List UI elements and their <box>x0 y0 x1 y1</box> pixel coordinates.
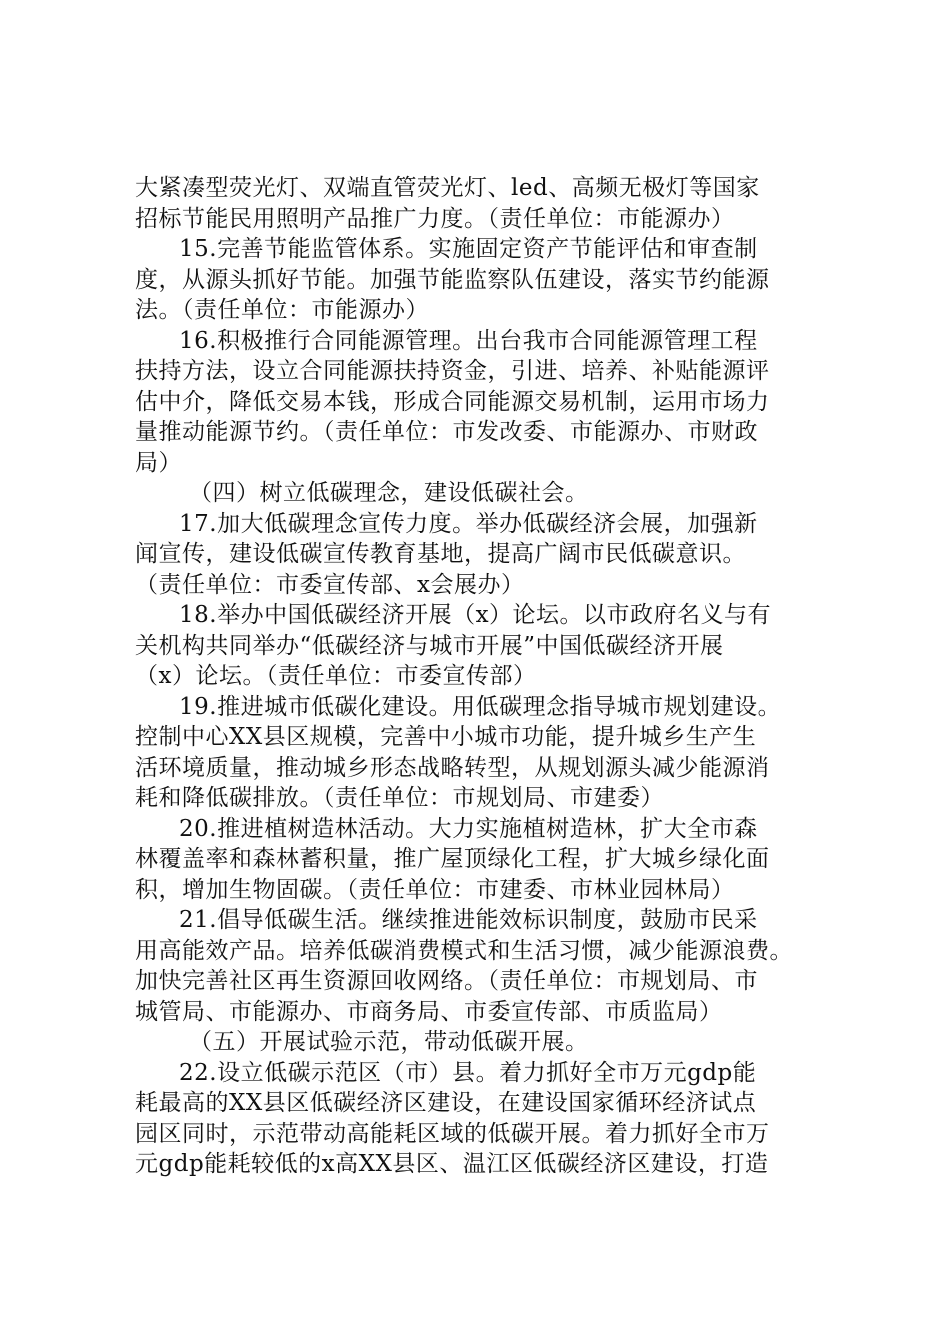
document-line: 招标节能民用照明产品推广力度。（责任单位：市能源办） <box>135 205 735 232</box>
document-line: 耗和降低碳排放。（责任单位：市规划局、市建委） <box>135 785 664 811</box>
document-line: 度，从源头抓好节能。加强节能监察队伍建设，落实节约能源 <box>135 266 770 293</box>
document-line: 21.倡导低碳生活。继续推进能效标识制度，鼓励市民采 <box>179 907 758 933</box>
document-line: 关机构共同举办“低碳经济与城市开展”中国低碳经济开展 <box>135 632 724 659</box>
document-line: （责任单位：市委宣传部、x会展办） <box>135 571 525 598</box>
document-line: 法。（责任单位：市能源办） <box>135 297 429 323</box>
document-line: 园区同时，示范带动高能耗区域的低碳开展。着力抓好全市万 <box>135 1120 770 1147</box>
document-line: 用高能效产品。培养低碳消费模式和生活习惯，减少能源浪费。 <box>135 937 793 964</box>
document-line: 加快完善社区再生资源回收网络。（责任单位：市规划局、市 <box>135 968 758 994</box>
document-line: 估中介，降低交易本钱，形成合同能源交易机制，运用市场力 <box>135 388 770 415</box>
document-line: 元gdp能耗较低的x高XX县区、温江区低碳经济区建设，打造 <box>135 1151 769 1177</box>
document-line: 城管局、市能源办、市商务局、市委宣传部、市质监局） <box>135 998 723 1025</box>
document-line: 闻宣传，建设低碳宣传教育基地，提高广阔市民低碳意识。 <box>135 541 746 567</box>
document-line: 林覆盖率和森林蓄积量，推广屋顶绿化工程，扩大城乡绿化面 <box>135 846 770 872</box>
document-line: 积，增加生物固碳。（责任单位：市建委、市林业园林局） <box>135 876 735 903</box>
section-heading-line: （四）树立低碳理念，建设低碳社会。 <box>189 480 589 506</box>
document-line: 活环境质量，推动城乡形态战略转型，从规划源头减少能源消 <box>135 754 770 781</box>
document-line: 控制中心XX县区规模，完善中小城市功能，提升城乡生产生 <box>135 724 757 750</box>
document-line: 15.完善节能监管体系。实施固定资产节能评估和审查制 <box>179 236 758 262</box>
document-line: 局） <box>135 449 182 476</box>
document-line: （x）论坛。（责任单位：市委宣传部） <box>135 663 537 689</box>
document-line: 17.加大低碳理念宣传力度。举办低碳经济会展，加强新 <box>179 510 758 537</box>
document-line: 大紧凑型荧光灯、双端直管荧光灯、led、高频无极灯等国家 <box>135 175 760 201</box>
document-line: 扶持方法，设立合同能源扶持资金，引进、培养、补贴能源评 <box>135 358 770 384</box>
document-line: 18.举办中国低碳经济开展（x）论坛。以市政府名义与有 <box>179 602 772 628</box>
document-line: 19.推进城市低碳化建设。用低碳理念指导城市规划建设。 <box>179 693 782 720</box>
document-line: 20.推进植树造林活动。大力实施植树造林，扩大全市森 <box>179 815 758 842</box>
document-body <box>135 173 835 1180</box>
document-line: 16.积极推行合同能源管理。出台我市合同能源管理工程 <box>179 327 758 354</box>
document-line: 22.设立低碳示范区（市）县。着力抓好全市万元gdp能 <box>179 1059 757 1086</box>
document-line: 耗最高的XX县区低碳经济区建设，在建设国家循环经济试点 <box>135 1090 757 1116</box>
section-heading-line: （五）开展试验示范，带动低碳开展。 <box>189 1029 589 1055</box>
document-line: 量推动能源节约。（责任单位：市发改委、市能源办、市财政 <box>135 419 758 445</box>
